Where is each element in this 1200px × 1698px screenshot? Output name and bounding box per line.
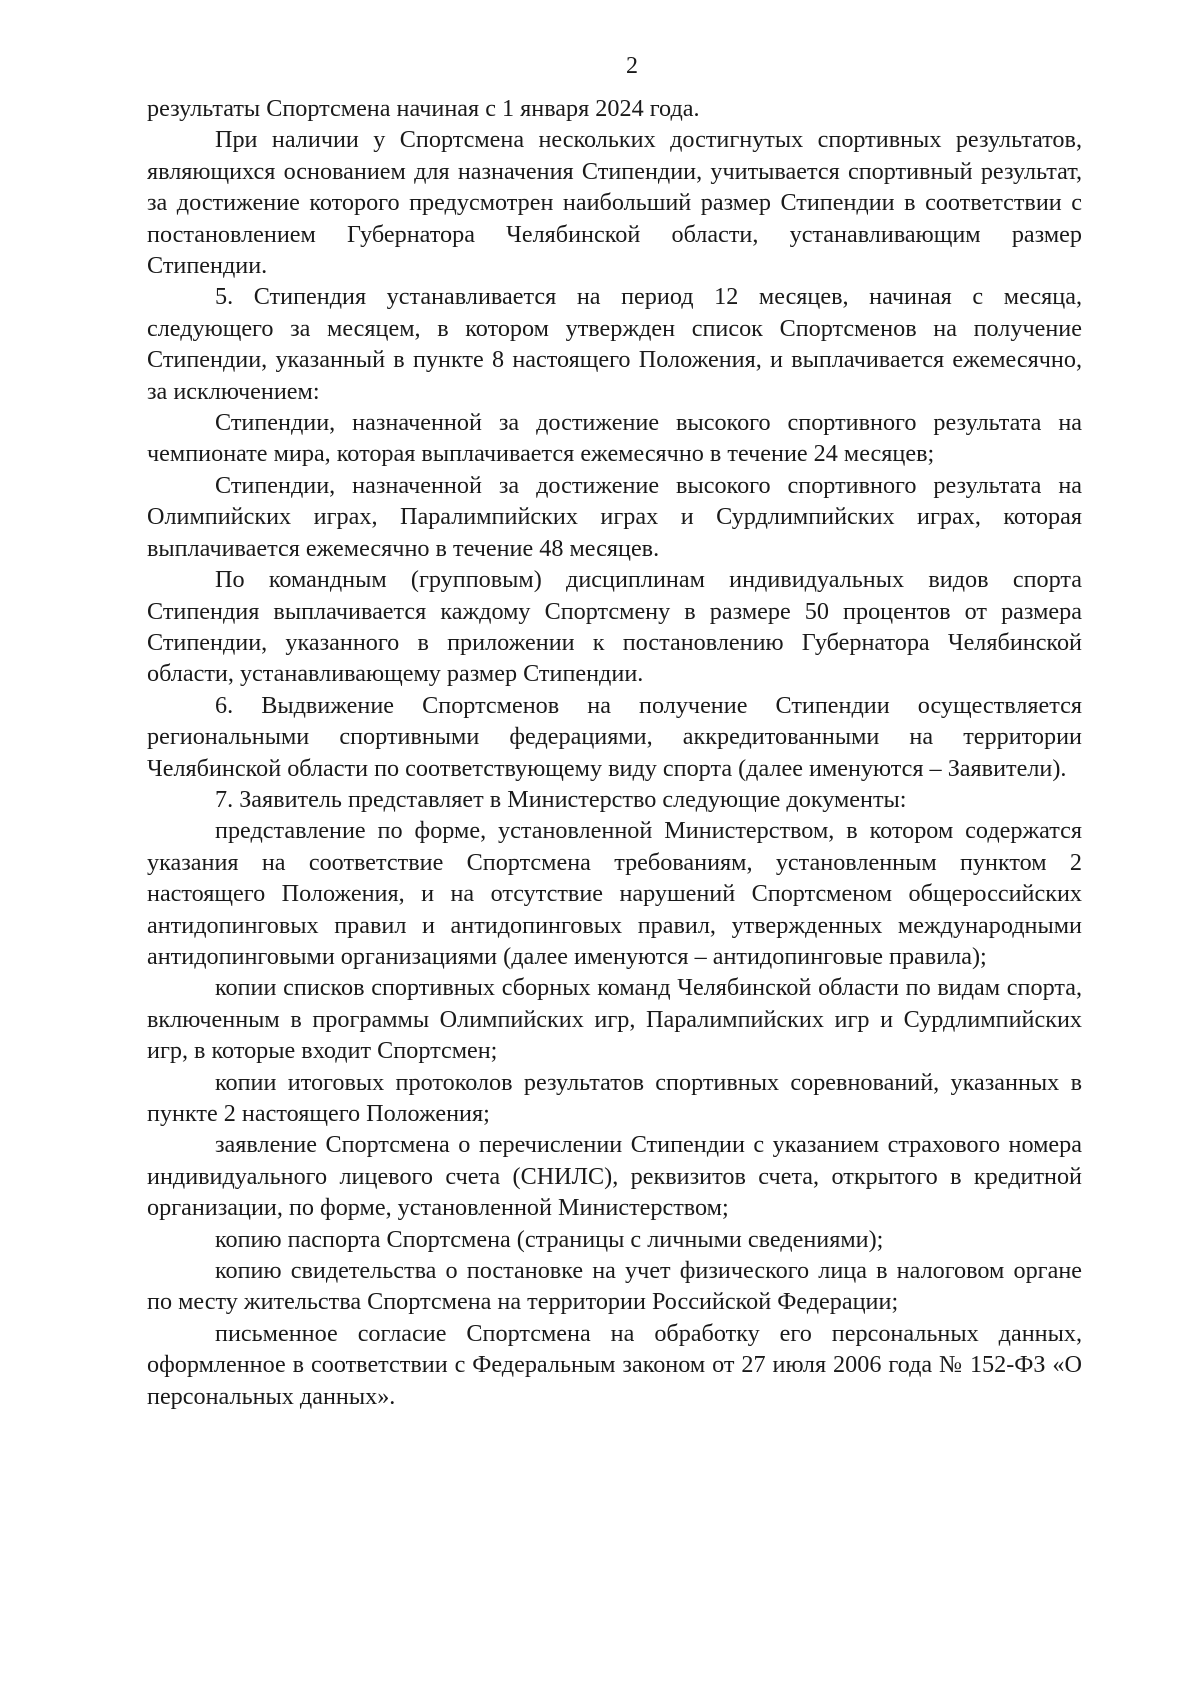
list-item-tax-certificate: копию свидетельства о постановке на учет физического лица в налоговом органе по месту жительства Спортсмена на территории Российской Федерации; (147, 1257, 1082, 1316)
list-item-protocols: копии итоговых протоколов результатов спортивных соревнований, указанных в пункте 2 настоящего Положения; (147, 1068, 1082, 1127)
paragraph-item-5: 5. Стипендия устанавливается на период 12 месяцев, начиная с месяца, следующего за месяцем, в котором утвержден список Спортсменов на получение Стипендии, указанный в пункте 8 настоящего Положения, и выплачивается ежемесячно, за исключением: (147, 283, 1082, 405)
paragraph-item-7: 7. Заявитель представляет в Министерство следующие документы: (215, 785, 907, 813)
document-body (147, 93, 1082, 1412)
paragraph-continuation: результаты Спортсмена начиная с 1 января 2024 года. (147, 95, 700, 122)
paragraph-multiple-results: При наличии у Спортсмена нескольких достигнутых спортивных результатов, являющихся основанием для назначения Стипендии, учитывается спортивный результат, за достижение которого предусмотрен наибольший размер Стипендии в соответствии с постановлением Губернатора Челябинской области, устанавливающим размер Стипендии. (147, 126, 1082, 280)
list-item-application: заявление Спортсмена о перечислении Стипендии с указанием страхового номера индивидуального лицевого счета (СНИЛС), реквизитов счета, открытого в кредитной организации, по форме, установленной Министерством; (147, 1131, 1082, 1222)
paragraph-world-championship: Стипендии, назначенной за достижение высокого спортивного результата на чемпионате мира, которая выплачивается ежемесячно в течение 24 месяцев; (147, 409, 1082, 468)
list-item-passport: копию паспорта Спортсмена (страницы с личными сведениями); (215, 1225, 884, 1253)
paragraph-item-6: 6. Выдвижение Спортсменов на получение Стипендии осуществляется региональными спортивными федерациями, аккредитованными на территории Челябинской области по соответствующему виду спорта (далее именуются – Заявители). (147, 691, 1082, 782)
list-item-team-lists: копии списков спортивных сборных команд Челябинской области по видам спорта, включенным в программы Олимпийских игр, Паралимпийских игр и Сурдлимпийских игр, в которые входит Спортсмен; (147, 974, 1082, 1065)
paragraph-olympic-games: Стипендии, назначенной за достижение высокого спортивного результата на Олимпийских играх, Паралимпийских играх и Сурдлимпийских играх, которая выплачивается ежемесячно в течение 48 месяцев. (147, 471, 1082, 562)
list-item-consent: письменное согласие Спортсмена на обработку его персональных данных, оформленное в соответствии с Федеральным законом от 27 июля 2006 года № 152-ФЗ «О персональных данных». (147, 1319, 1082, 1410)
paragraph-team-disciplines: По командным (групповым) дисциплинам индивидуальных видов спорта Стипендия выплачивается каждому Спортсмену в размере 50 процентов от размера Стипендии, указанного в приложении к постановлению Губернатора Челябинской области, устанавливающему размер Стипендии. (147, 566, 1082, 688)
page-number: 2 (626, 53, 638, 79)
list-item-submission: представление по форме, установленной Министерством, в котором содержатся указания на соответствие Спортсмена требованиям, установленным пунктом 2 настоящего Положения, и на отсутствие нарушений Спортсменом общероссийских антидопинговых правил и антидопинговых правил, утвержденных международными антидопинговыми организациями (далее именуются – антидопинговые правила); (147, 817, 1082, 970)
